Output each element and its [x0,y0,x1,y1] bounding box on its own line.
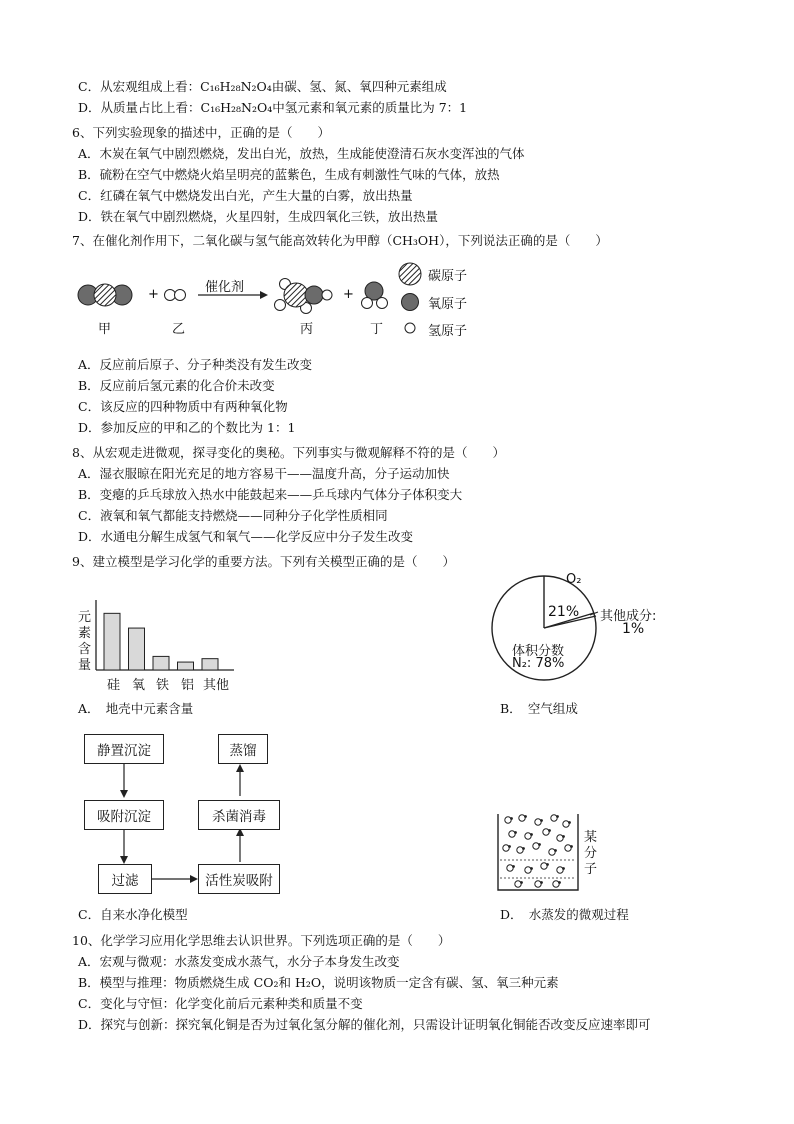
carbon-atom [284,283,308,307]
legend-carbon-icon [399,263,421,285]
molecule-icon [563,821,569,827]
molecule-icon [553,881,559,887]
q7-option-d: D．参加反应的甲和乙的个数比为 1：1 [78,420,296,435]
atom-dot [562,835,565,838]
bar-ylabel-4: 量 [78,658,92,673]
molecule-icon [565,845,571,851]
q6-option-c: C．红磷在氧气中燃烧发出白光，产生大量的白雾，放出热量 [78,188,413,203]
question-6: 6、下列实验现象的描述中，正确的是（ ） [72,125,330,140]
bar-ylabel-1: 元 [78,610,92,625]
bar-铝 [178,662,194,670]
atom-dot [522,847,525,850]
bar-铁 [153,656,169,670]
pie-o2-label: O₂ [566,572,582,587]
atom-dot [512,865,515,868]
flow-adsorb-settle: 吸附沉淀 [84,800,164,830]
atom-dot [530,867,533,870]
molecule-icon [515,881,521,887]
evaporation-beaker [494,806,584,896]
q8-option-c: C．液氧和氧气都能支持燃烧——同种分子化学性质相同 [78,508,388,523]
bar-ylabel-2: 素 [78,626,92,641]
q9-option-b: B． 空气组成 [500,701,578,716]
plus-sign: + [148,287,159,302]
q7-option-c: C．该反应的四种物质中有两种氧化物 [78,399,288,414]
legend-hydrogen-label: 氢原子 [428,324,468,339]
molecule-icon [533,843,539,849]
atom-dot [546,863,549,866]
legend-oxygen-label: 氧原子 [428,297,468,312]
beaker-label-3: 子 [584,862,598,877]
bar-cat-o: 氧 [132,678,146,693]
pie-n2-label: N₂: 78% [512,656,565,671]
atom-dot [562,867,565,870]
hydrogen-atom [377,298,388,309]
q8-option-a: A．湿衣服晾在阳光充足的地方容易干——温度升高，分子运动加快 [78,466,450,481]
question-8: 8、从宏观走进微观，探寻变化的奥秘。下列事实与微观解释不符的是（ ） [72,445,505,460]
atom-dot [510,817,513,820]
molecule-icon [549,849,555,855]
q10-option-b: B．模型与推理：物质燃烧生成 CO₂和 H₂O，说明该物质一定含有碳、氢、氧三种元素 [78,975,559,990]
q7-option-a: A．反应前后原子、分子种类没有发生改变 [78,357,313,372]
molecule-icon [557,835,563,841]
q10-option-d: D．探究与创新：探究氧化铜是否为过氧化氢分解的催化剂，只需设计证明氧化铜能否改变反应速率即可 [78,1017,651,1032]
flow-carbon: 活性炭吸附 [198,864,280,894]
plus-sign: + [343,287,354,302]
molecule-icon [503,845,509,851]
label-ding: 丁 [370,322,384,337]
option-c-prev: C．从宏观组成上看：C₁₆H₂₈N₂O₄由碳、氢、氮、氧四种元素组成 [78,79,447,94]
hydrogen-atom [362,298,373,309]
atom-dot [530,833,533,836]
air-composition-pie [490,570,690,690]
atom-dot [514,831,517,834]
option-d-prev: D．从质量占比上看：C₁₆H₂₈N₂O₄中氢元素和氧元素的质量比为 7：1 [78,100,468,115]
atom-dot [570,845,573,848]
bar-cat-other: 其他 [203,678,230,693]
legend-carbon-label: 碳原子 [428,269,468,284]
question-7: 7、在催化剂作用下，二氧化碳与氢气能高效转化为甲醇（CH₃OH），下列说法正确的是（ ） [72,233,608,248]
q9-option-d: D． 水蒸发的微观过程 [500,907,629,922]
molecule-icon [519,815,525,821]
q8-option-d: D．水通电分解生成氢气和氧气——化学反应中分子发生改变 [78,529,414,544]
pie-vol-label: 体积分数 [512,644,565,659]
q8-option-b: B．变瘪的乒乓球放入热水中能鼓起来——乒乓球内气体分子体积变大 [78,487,463,502]
hydrogen-atom [275,300,286,311]
hydrogen-atom [322,290,332,300]
q10-option-a: A．宏观与微观：水蒸发变成水蒸气，水分子本身发生改变 [78,954,400,969]
q9-option-c: C．自来水净化模型 [78,907,188,922]
molecule-icon [507,865,513,871]
label-bing: 丙 [300,322,314,337]
q6-option-b: B．硫粉在空气中燃烧火焰呈明亮的蓝紫色，生成有刺激性气味的气体，放热 [78,167,500,182]
q6-option-a: A．木炭在氧气中剧烈燃烧，发出白光，放热，生成能使澄清石灰水变浑浊的气体 [78,146,525,161]
molecule-icon [509,831,515,837]
bar-cat-al: 铝 [181,678,195,693]
legend-hydrogen-icon [405,323,415,333]
molecule-icon [535,819,541,825]
label-yi: 乙 [172,322,186,337]
q9-option-a: A． 地壳中元素含量 [78,701,194,716]
q6-option-d: D．铁在氧气中剧烈燃烧，火星四射，生成四氧化三铁，放出热量 [78,209,439,224]
atom-dot [538,843,541,846]
flow-settle: 静置沉淀 [84,734,164,764]
molecule-icon [525,833,531,839]
hydrogen-atom [165,290,176,301]
bar-氧 [129,628,145,670]
molecule-icon [541,863,547,869]
bar-硅 [104,613,120,670]
atom-dot [554,849,557,852]
legend-oxygen-icon [402,294,419,311]
pie-other-pct: 1% [622,621,645,637]
q10-option-c: C．变化与守恒：化学变化前后元素种类和质量不变 [78,996,363,1011]
molecule-icon [525,867,531,873]
molecule-icon [557,867,563,873]
question-10: 10、化学学习应用化学思维去认识世界。下列选项正确的是（ ） [72,933,451,948]
arrow-head [260,291,268,299]
bar-ylabel-3: 含 [78,642,92,657]
atom-dot [540,881,543,884]
atom-dot [568,821,571,824]
pie-o2-pct: 21% [548,604,580,620]
molecule-icon [517,847,523,853]
q7-option-b: B．反应前后氢元素的化合价未改变 [78,378,275,393]
bar-其他 [202,659,218,670]
flow-distill: 蒸馏 [218,734,268,764]
atom-dot [524,815,527,818]
bar-cat-si: 硅 [107,678,121,693]
flow-disinfect: 杀菌消毒 [198,800,280,830]
atom-dot [558,881,561,884]
hydrogen-atom [175,290,186,301]
bar-cat-fe: 铁 [156,678,170,693]
catalyst-label: 催化剂 [205,280,245,295]
carbon-atom [94,284,116,306]
pie-other-label: 其他成分: [600,609,657,624]
question-9: 9、建立模型是学习化学的重要方法。下列有关模型正确的是（ ） [72,554,455,569]
atom-dot [508,845,511,848]
reaction-diagram [70,255,490,345]
atom-dot [556,815,559,818]
beaker-label-2: 分 [584,846,598,861]
molecule-icon [505,817,511,823]
molecule-icon [535,881,541,887]
label-jia: 甲 [98,322,112,337]
atom-dot [540,819,543,822]
atom-dot [520,881,523,884]
beaker-label-1: 某 [584,830,598,845]
molecule-icon [543,829,549,835]
flow-filter: 过滤 [98,864,152,894]
atom-dot [548,829,551,832]
oxygen-atom [305,286,323,304]
molecule-icon [551,815,557,821]
element-bar-chart [94,598,236,672]
